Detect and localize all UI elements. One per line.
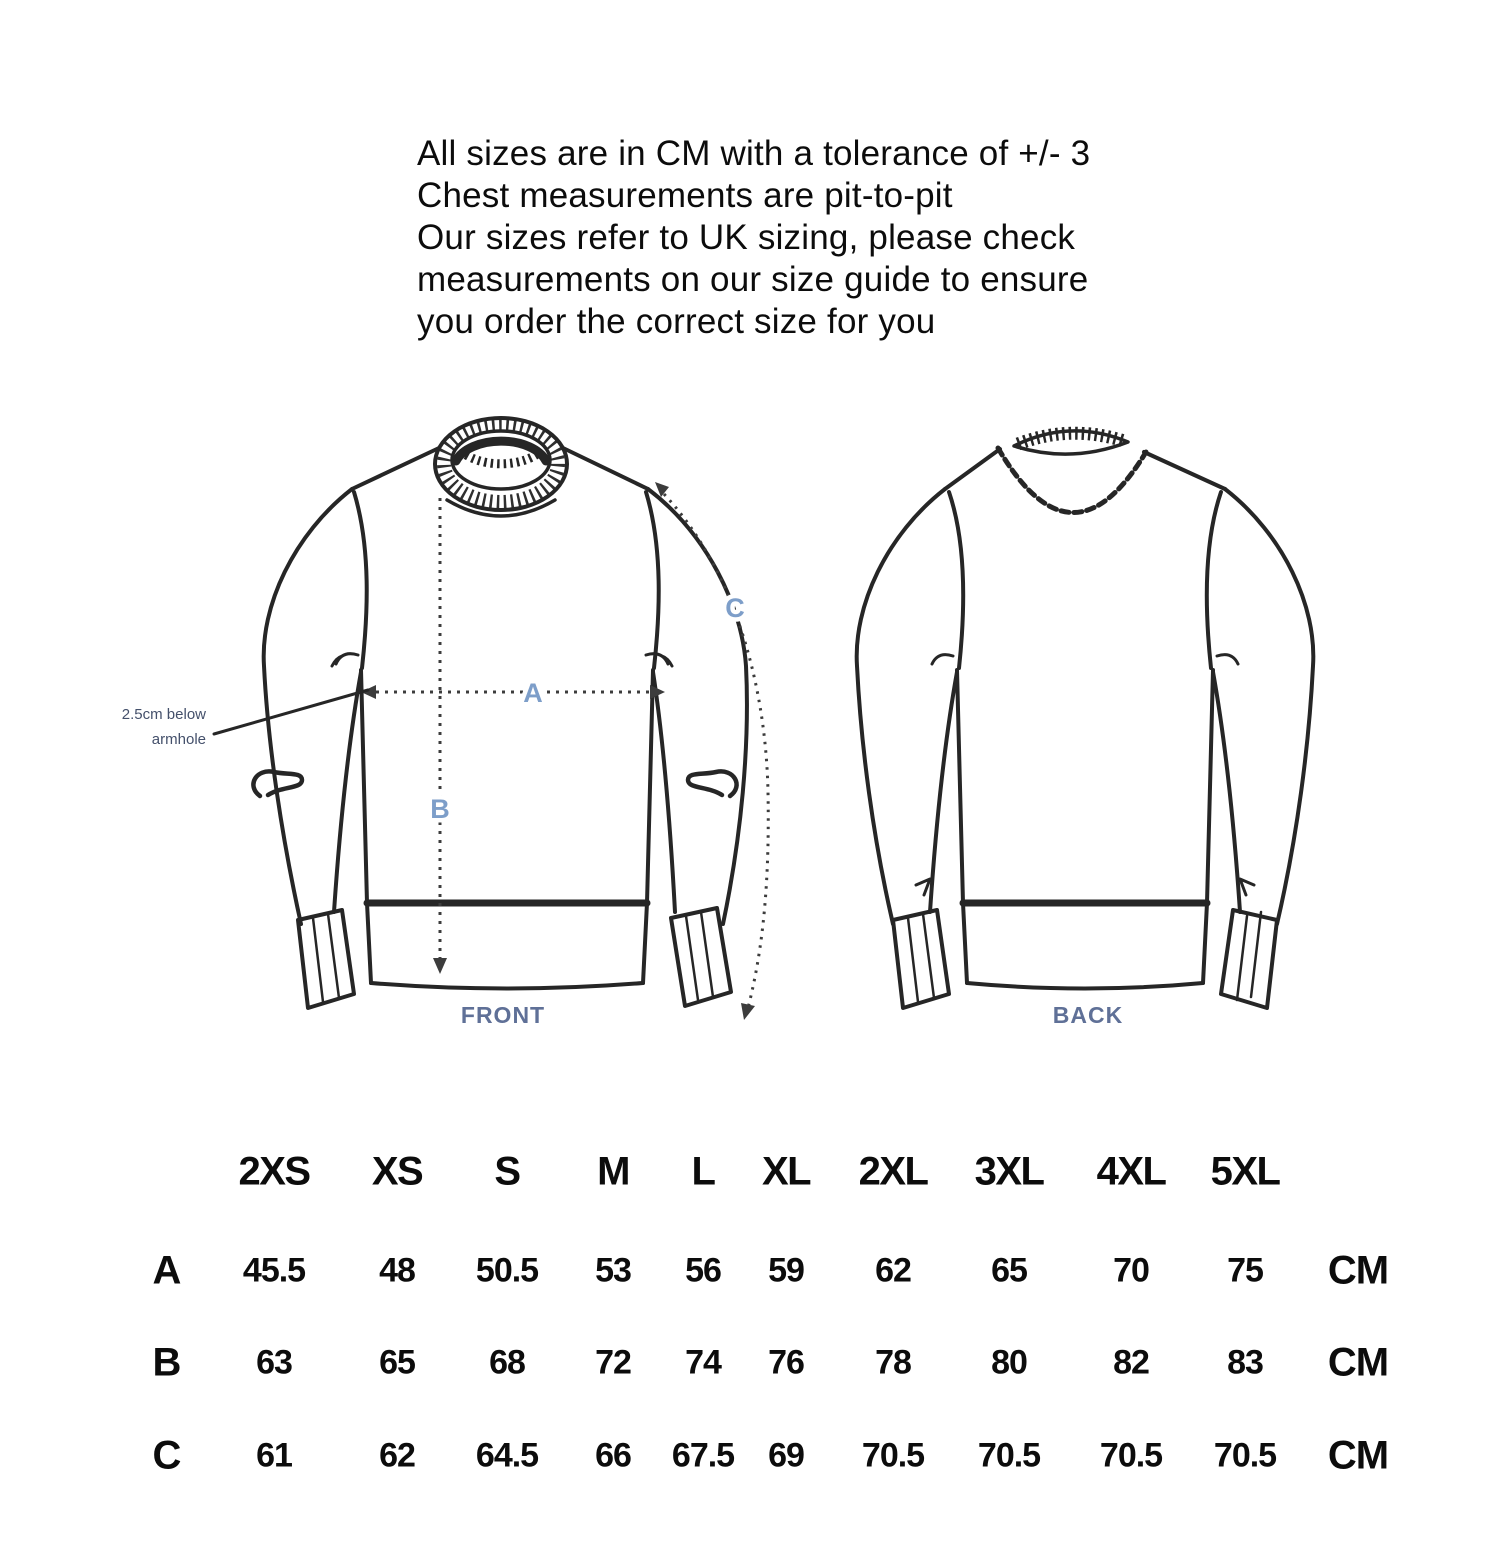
back-body-side-right	[1207, 670, 1213, 903]
front-body-side-right	[647, 670, 653, 903]
row-label: C	[152, 1433, 182, 1478]
measurement-value: 45.5	[242, 1251, 306, 1290]
front-armhole-right	[646, 492, 659, 668]
measurement-value: 62	[379, 1436, 415, 1475]
measurement-value: 67.5	[671, 1436, 735, 1475]
measurement-value: 83	[1227, 1343, 1263, 1382]
measurement-value: 62	[875, 1251, 911, 1290]
back-cuff-left-rib	[908, 914, 934, 1002]
row-label: B	[152, 1340, 182, 1385]
front-cuff-right-rib	[686, 912, 713, 1000]
size-col-header: 3XL	[974, 1149, 1044, 1194]
measurement-value: 70.5	[1099, 1436, 1163, 1475]
back-cuff-right	[1221, 910, 1277, 1008]
back-cuff-left	[893, 910, 949, 1008]
unit-label: CM	[1327, 1248, 1389, 1293]
measure-label-c: C	[725, 593, 745, 623]
size-col-header: 4XL	[1096, 1149, 1166, 1194]
measure-label-a: A	[523, 678, 543, 708]
front-armpit-mark-left	[332, 654, 358, 666]
back-view	[857, 431, 1314, 1008]
back-shoulder-seam-right	[1144, 452, 1225, 489]
measurement-value: 72	[595, 1343, 631, 1382]
unit-label: CM	[1327, 1340, 1389, 1385]
back-hem-sides	[963, 903, 1207, 983]
front-cuff-left-rib	[313, 914, 339, 1002]
back-fold-mark-left	[916, 879, 930, 895]
back-cuff-right-rib	[1237, 912, 1261, 1000]
front-sleeve-outer-right	[648, 489, 747, 924]
unit-label: CM	[1327, 1433, 1389, 1478]
measure-c-arrow-bottom	[741, 1003, 755, 1020]
back-shoulder-seam-left	[945, 449, 1000, 489]
back-body-side-left	[957, 670, 963, 903]
front-elbow-mark-left	[253, 771, 302, 796]
size-col-header: 2XL	[858, 1149, 928, 1194]
measure-b-arrow	[433, 958, 447, 974]
measurement-value: 74	[685, 1343, 721, 1382]
intro-line: All sizes are in CM with a tolerance of +/- 3	[417, 134, 1091, 173]
back-fold-mark-right	[1240, 879, 1254, 895]
measure-label-b: B	[430, 794, 450, 824]
measurement-value: 70.5	[1213, 1436, 1277, 1475]
measurement-value: 65	[379, 1343, 415, 1382]
back-armpit-mark-left	[932, 655, 953, 664]
front-body-side-left	[361, 670, 367, 903]
back-armpit-mark-right	[1217, 655, 1238, 664]
intro-line: Our sizes refer to UK sizing, please check	[417, 218, 1076, 257]
front-armhole-left	[354, 492, 367, 668]
size-col-header: XL	[761, 1149, 811, 1194]
intro-line: Chest measurements are pit-to-pit	[417, 176, 953, 215]
front-cuff-left	[298, 910, 354, 1008]
measurement-value: 48	[379, 1251, 415, 1290]
size-col-header: 5XL	[1210, 1149, 1280, 1194]
back-neckline	[998, 448, 1146, 513]
armhole-annotation-line2: armhole	[151, 731, 206, 748]
front-hem-sides	[367, 903, 647, 983]
size-col-header: M	[597, 1149, 629, 1194]
front-sleeve-inner-right	[653, 672, 675, 912]
armhole-annotation-pointer	[214, 690, 368, 734]
front-armpit-mark-right	[646, 654, 672, 666]
size-col-header: L	[691, 1149, 715, 1194]
front-view-label: FRONT	[460, 1002, 546, 1028]
measure-c-line	[664, 494, 768, 1012]
back-armhole-right	[1207, 492, 1221, 668]
size-col-header: S	[494, 1149, 520, 1194]
intro-line: measurements on our size guide to ensure	[417, 260, 1089, 299]
measurement-value: 53	[595, 1251, 631, 1290]
front-shoulder-seam-left	[352, 448, 439, 489]
front-sleeve-inner-left	[334, 672, 361, 912]
measurement-a	[361, 685, 665, 699]
measurement-value: 70	[1113, 1251, 1149, 1290]
measurement-value: 64.5	[475, 1436, 539, 1475]
measurement-value: 50.5	[475, 1251, 539, 1290]
measurement-value: 59	[768, 1251, 804, 1290]
back-sleeve-outer-right	[1225, 489, 1313, 924]
front-shoulder-seam-right	[563, 448, 648, 489]
intro-line: you order the correct size for you	[417, 302, 936, 341]
row-label: A	[152, 1248, 182, 1293]
measurement-value: 75	[1227, 1251, 1263, 1290]
size-col-header: 2XS	[238, 1149, 310, 1194]
measurement-value: 66	[595, 1436, 631, 1475]
back-sleeve-outer-left	[857, 489, 945, 924]
armhole-annotation-line1: 2.5cm below	[121, 706, 206, 723]
measurement-value: 76	[768, 1343, 804, 1382]
measurement-value: 65	[991, 1251, 1027, 1290]
measurement-value: 61	[256, 1436, 292, 1475]
measurement-value: 70.5	[861, 1436, 925, 1475]
front-hem-bottom	[371, 983, 643, 989]
measurement-value: 70.5	[977, 1436, 1041, 1475]
measurement-value: 82	[1113, 1343, 1149, 1382]
front-view	[253, 418, 747, 1008]
measurement-value: 78	[875, 1343, 911, 1382]
measurement-value: 68	[489, 1343, 525, 1382]
back-sleeve-inner-right	[1213, 672, 1240, 912]
back-hem-bottom	[967, 983, 1203, 989]
measurement-value: 56	[685, 1251, 721, 1290]
measurement-value: 69	[768, 1436, 804, 1475]
back-sleeve-inner-left	[930, 672, 957, 912]
size-col-header: XS	[371, 1149, 423, 1194]
back-view-label: BACK	[1052, 1002, 1124, 1028]
front-elbow-mark-right	[688, 771, 737, 796]
measurement-value: 80	[991, 1343, 1027, 1382]
back-armhole-left	[949, 492, 963, 668]
measurement-value: 63	[256, 1343, 292, 1382]
